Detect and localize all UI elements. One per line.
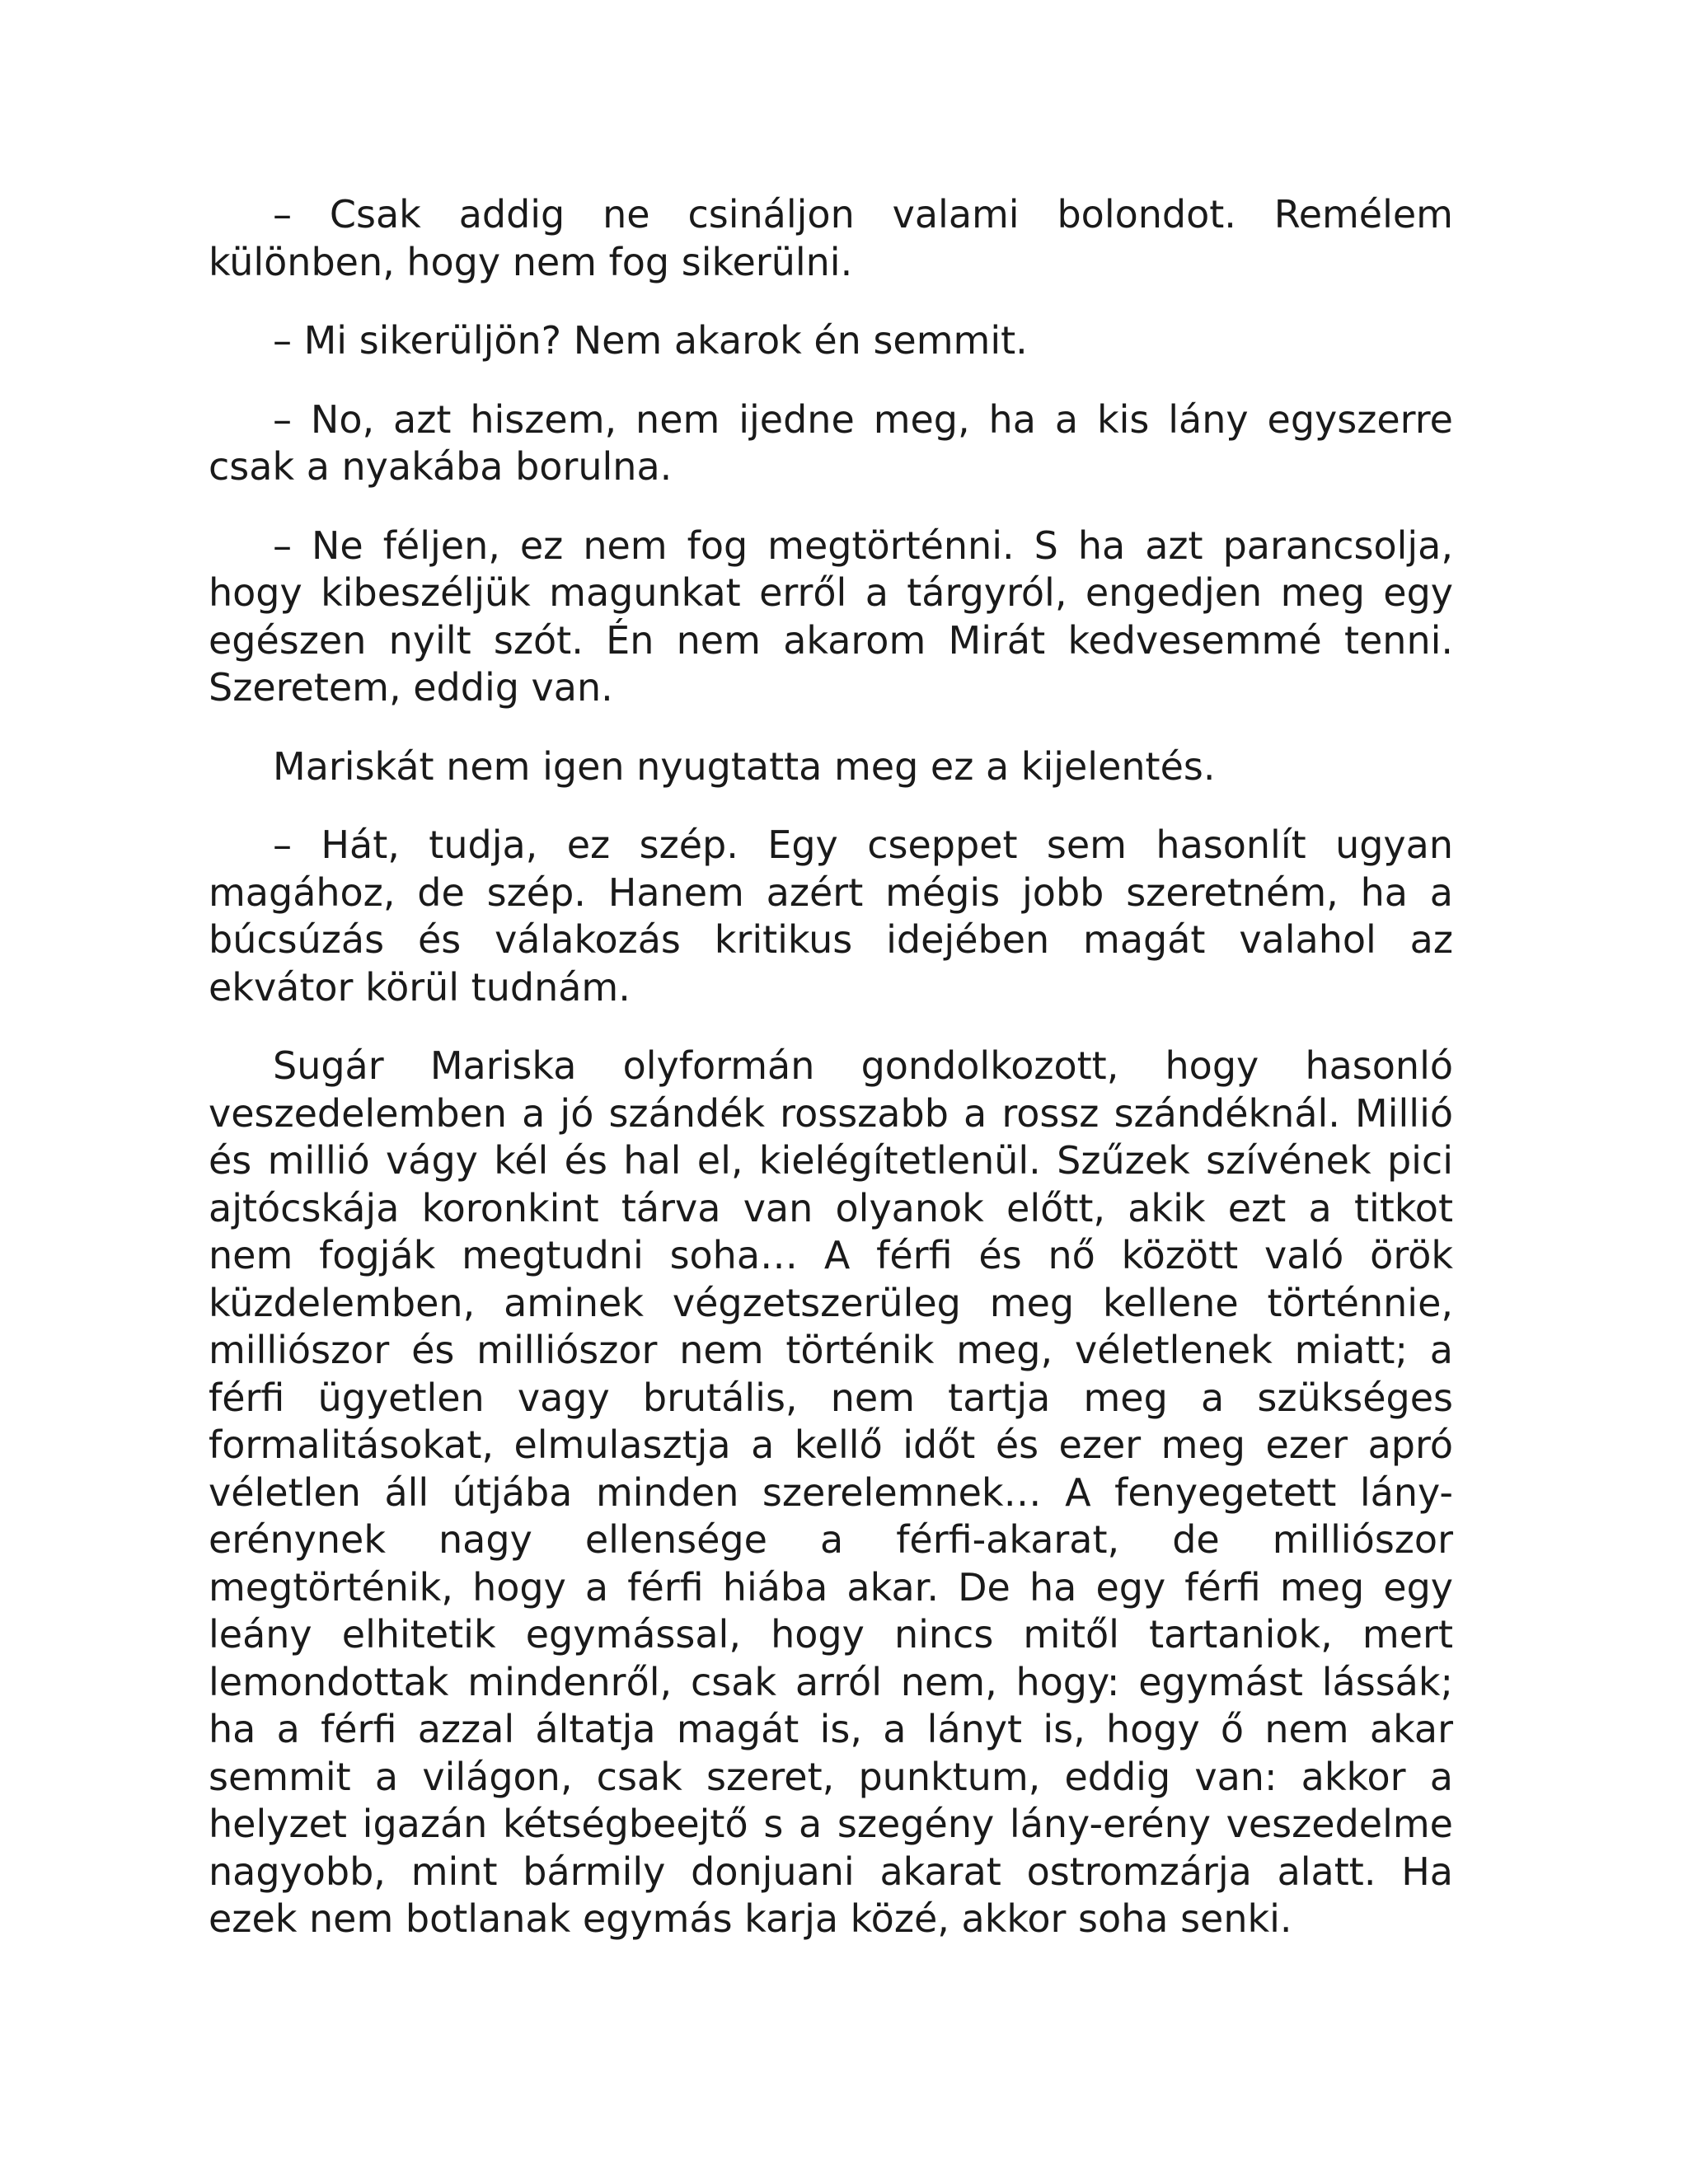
paragraph: – Csak addig ne csináljon valami bolondot. Remélem különben, hogy nem fog sikerülni. — [209, 192, 1453, 284]
paragraph: – Ne féljen, ez nem fog megtörténni. S ha azt parancsolja, hogy kibeszéljük magunkat erről a tárgyról, engedjen meg egy egészen nyilt szót. Én nem akarom Mirát kedvesemmé tenni. Szeretem, eddig van. — [209, 523, 1453, 710]
paragraph: – Hát, tudja, ez szép. Egy cseppet sem hasonlít ugyan magához, de szép. Hanem azért mégis jobb szeretném, ha a búcsúzás és válakozás kritikus idejében magát valahol az ekvátor körül tudnám. — [209, 823, 1453, 1010]
paragraph: – No, azt hiszem, nem ijedne meg, ha a kis lány egyszerre csak a nyakába borulna. — [209, 396, 1453, 489]
paragraph: Sugár Mariska olyformán gondolkozott, hogy hasonló veszedelemben a jó szándék rosszabb a rossz szándéknál. Millió és millió vágy kél és hal el, kielégítetlenül. Szűzek szívének pici ajtócskája koronkint tárva van olyanok előtt, akik ezt a titkot nem fogják megtudni soha… A férfi és nő között való örök küzdelemben, aminek végzetszerüleg meg kellene történnie, milliószor és milliószor nem történik meg, véletlenek miatt; a férfi ügyetlen vagy brutális, nem tartja meg a szükséges formalitásokat, elmulasztja a kellő időt és ezer meg ezer apró véletlen áll útjába minden szerelemnek… A fenyegetett lány-erénynek nagy ellensége a férfi-akarat, de milliószor megtörténik, hogy a férfi hiába akar. De ha egy férfi meg egy leány elhitetik egymással, hogy nincs mitől tartaniok, mert lemondottak mindenről, csak arról nem, hogy: egymást lássák; ha a férfi azzal áltatja magát is, a lányt is, hogy ő nem akar semmit a világon, csak szeret, punktum, eddig van: akkor a helyzet igazán kétségbeejtő s a szegény lány-erény veszedelme nagyobb, mint bármily donjuani akarat ostromzárja alatt. Ha ezek nem botlanak egymás karja közé, akkor soha senki. — [209, 1043, 1453, 1941]
page-body — [209, 191, 1453, 1943]
paragraph: Mariskát nem igen nyugtatta meg ez a kijelentés. — [273, 743, 1216, 789]
paragraph: – Mi sikerüljön? Nem akarok én semmit. — [273, 318, 1028, 363]
